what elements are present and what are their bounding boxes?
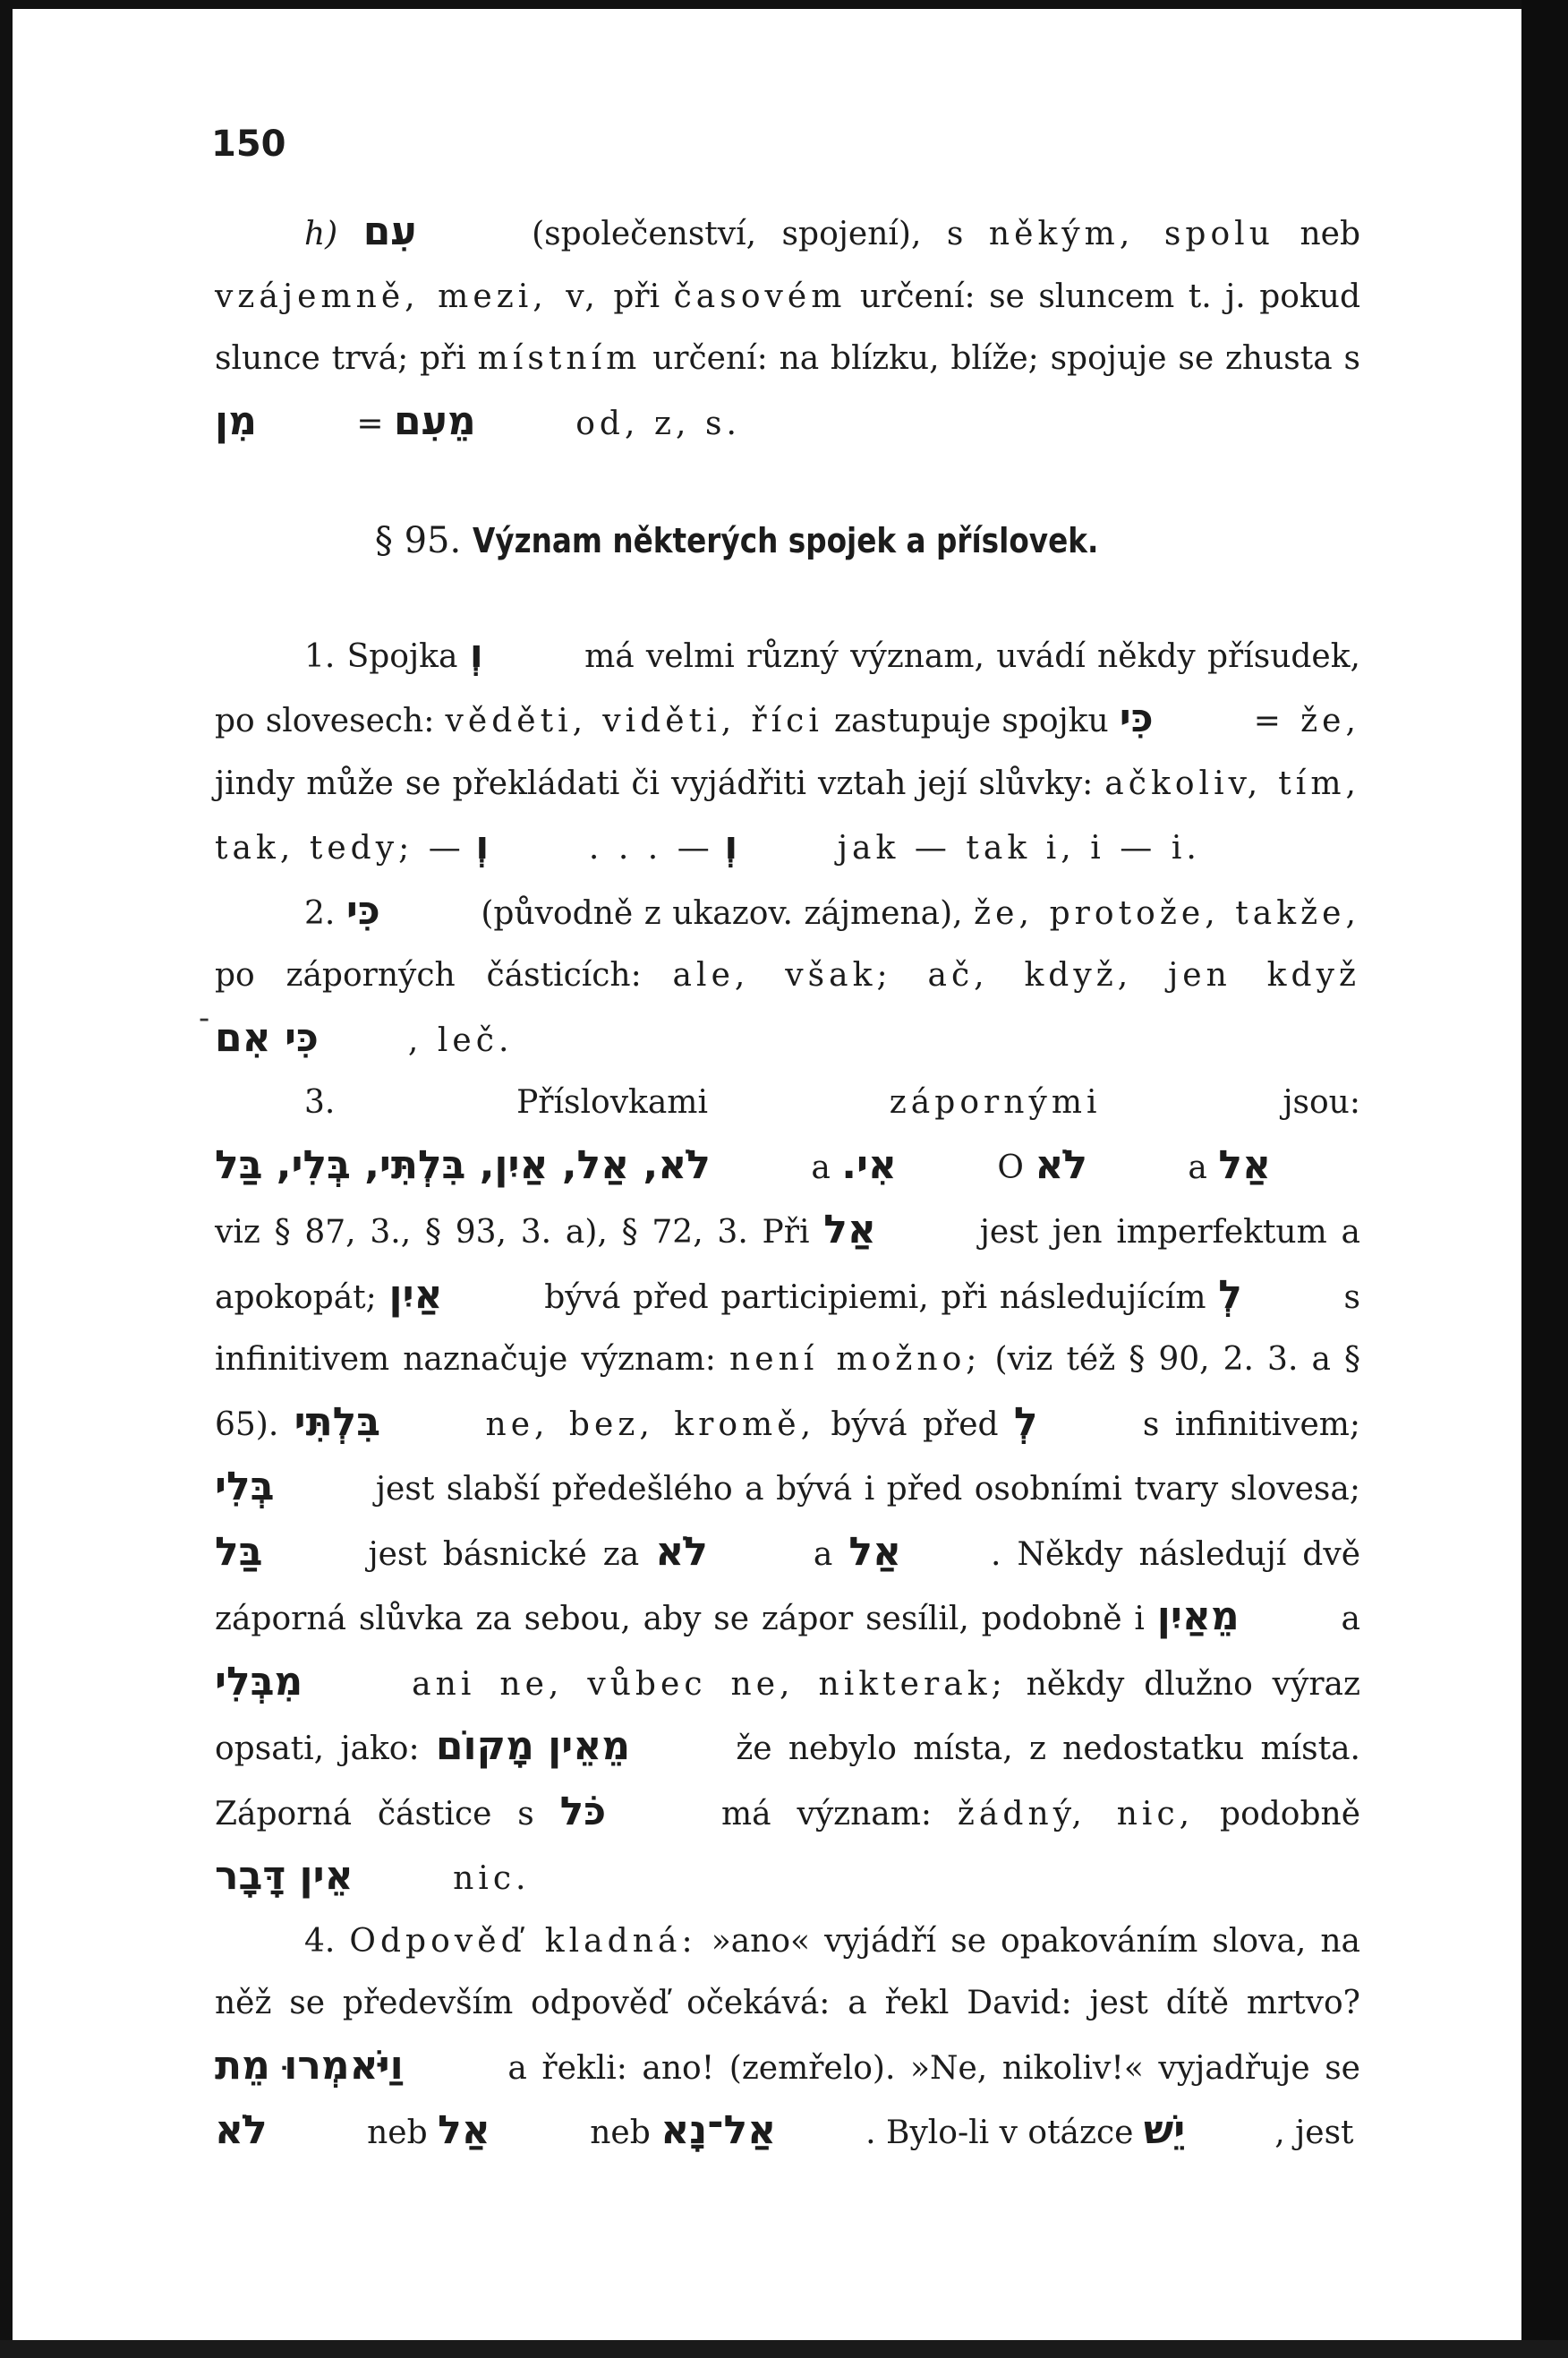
hebrew-word: יֵשׁ	[1143, 2107, 1186, 2153]
text: zastupuje spojku	[833, 703, 1109, 739]
text: . Bylo-li v otázce	[865, 2115, 1134, 2151]
spaced-text: vzájemně, mezi, v,	[215, 278, 600, 315]
hebrew-word: מִן	[215, 397, 257, 444]
hebrew-word: אַל	[848, 1528, 902, 1575]
hebrew-word: כִּי אִם	[215, 1014, 319, 1061]
text: (společenství, spojení), s	[532, 216, 964, 252]
hebrew-word: כִּי	[345, 887, 380, 934]
spaced-text: žádný, nic,	[957, 1795, 1195, 1833]
hebrew-word: אַל	[1218, 1141, 1271, 1188]
scan-border-bottom	[0, 2340, 1568, 2358]
hebrew-word: כִּי	[1119, 696, 1154, 741]
text: a	[811, 1149, 831, 1186]
hebrew-word: כֹּל	[559, 1788, 607, 1834]
text: O	[997, 1149, 1024, 1186]
paragraph-4	[215, 1910, 1360, 2165]
text: jest slabší předešlého a bývá i před osobními tvary slovesa;	[375, 1471, 1360, 1508]
text: 4.	[304, 1922, 336, 1960]
text: a	[813, 1535, 833, 1573]
hebrew-word: בְּלִי	[215, 1464, 275, 1509]
spaced-text: někým, spolu	[988, 216, 1274, 252]
spaced-text: že, protože, takže,	[974, 894, 1360, 932]
text: . Někdy následují dvě záporná slůvka za sebou, aby se zápor sesílil, podobně i	[215, 1535, 1360, 1637]
paragraph-1	[215, 623, 1360, 880]
text: a	[1341, 1601, 1360, 1637]
text: 3. Příslovkami	[304, 1084, 708, 1121]
spaced-text: není možno;	[729, 1341, 982, 1378]
spaced-text: ačkoliv, tím, tak, tedy; —	[215, 765, 1360, 867]
text: má velmi různý význam, uvádí někdy přísudek, po slovesech:	[215, 637, 1360, 739]
spaced-text: ani ne, vůbec ne, nikterak;	[412, 1665, 1007, 1703]
hebrew-word: אַל־נָא	[660, 2107, 777, 2153]
text: s infinitivem;	[1142, 1405, 1361, 1443]
hebrew-word: בִּלְתִּי	[294, 1398, 381, 1445]
hebrew-word: וְ	[469, 630, 483, 677]
hebrew-word: אִי.	[841, 1141, 897, 1188]
scan-border-right	[1521, 0, 1568, 2358]
text: určení: se sluncem t. j. pokud slunce trvá; při	[215, 278, 1360, 377]
hebrew-word: לֹא	[655, 1528, 708, 1575]
hebrew-word: וַיֹּאמְרוּ מֵת	[215, 2042, 404, 2089]
spaced-text: ne, bez, kromě,	[485, 1405, 816, 1443]
hebrew-word: עִם	[362, 209, 417, 254]
spaced-text: místním	[477, 340, 642, 377]
hebrew-word: לֹא	[215, 2107, 268, 2153]
text: (viz též § 90, 2. 3. a § 65).	[215, 1341, 1360, 1443]
hebrew-word: מֵאַיִן	[1156, 1593, 1240, 1639]
spaced-text: časovém	[673, 278, 847, 315]
text: 2.	[304, 894, 336, 932]
hebrew-word: מֵאֵין מָקוֹם	[435, 1723, 631, 1769]
spaced-text: nic.	[453, 1860, 531, 1897]
text: bývá před	[831, 1405, 999, 1443]
text: že nebylo místa, z nedostatku místa. Záporná částice s	[215, 1730, 1360, 1833]
section-heading	[215, 510, 1360, 573]
hebrew-word: וְ	[724, 823, 738, 868]
text: někdy dlužno výraz opsati, jako:	[215, 1665, 1360, 1767]
text: a	[1188, 1149, 1207, 1186]
paragraph-3	[215, 1072, 1360, 1910]
spaced-text: . . . —	[588, 830, 714, 867]
text: jsou:	[1283, 1084, 1360, 1121]
hebrew-word: מֵעִם	[394, 397, 476, 444]
scan-border-left	[0, 0, 13, 2358]
text: neb	[367, 2115, 428, 2151]
text: při	[613, 278, 660, 315]
text: podobně	[1220, 1795, 1361, 1833]
text: jest jen imperfektum a apokopát;	[215, 1214, 1360, 1316]
text: (původně z ukazov. zájmena),	[481, 894, 963, 932]
text: , jest	[1274, 2115, 1354, 2151]
hebrew-word: אֵין דָּבָר	[215, 1853, 354, 1899]
text: jest básnické za	[368, 1535, 640, 1573]
text: po záporných částicích:	[215, 957, 642, 994]
scan-border-top	[0, 0, 1568, 9]
text: jindy může se překládati či vyjádřiti vztah její slůvky:	[215, 765, 1094, 802]
paragraph-2	[215, 880, 1360, 1072]
hebrew-word: אַיִן	[388, 1271, 443, 1318]
page-body	[215, 201, 1360, 2165]
spaced-text: jak — tak i, i — i.	[837, 830, 1201, 867]
hebrew-word: לֹא, אַל, אַיִן, בִּלְתִּי, בְּלִי, בַּל	[215, 1141, 711, 1188]
spaced-text: , leč.	[407, 1021, 514, 1059]
spaced-text: Odpověď kladná:	[349, 1922, 697, 1960]
text: s infinitivem naznačuje význam:	[215, 1278, 1360, 1378]
hebrew-word: לְ	[1218, 1271, 1242, 1318]
spaced-text: od, z, s.	[575, 405, 741, 442]
hebrew-word: מִבְּלִי	[215, 1658, 303, 1704]
text: a řekli: ano! (zemřelo). »Ne, nikoliv!« vyjadřuje se	[507, 2049, 1360, 2087]
hebrew-word: לְ	[1013, 1398, 1038, 1445]
hebrew-word: בַּל	[215, 1528, 263, 1575]
section-number: § 95.	[374, 520, 462, 561]
paragraph-h	[215, 201, 1360, 455]
text: bývá před participiemi, při následujícím	[544, 1278, 1206, 1316]
margin-mark: -	[199, 1000, 210, 1037]
hebrew-word: אַל	[823, 1207, 876, 1252]
text: neb	[590, 2115, 651, 2151]
spaced-text: zápornými	[889, 1084, 1102, 1121]
text: viz § 87, 3., § 93, 3. a), § 72, 3. Při	[215, 1214, 810, 1251]
text: určení: na blízku, blíže; spojuje se zhusta s	[652, 340, 1360, 377]
hebrew-word: לֹא	[1035, 1141, 1087, 1188]
hebrew-word: אַל	[438, 2107, 490, 2153]
spaced-text: věděti, viděti, říci	[445, 703, 823, 739]
section-title: Význam některých spojek a příslovek.	[472, 521, 1099, 560]
text: neb	[1300, 216, 1361, 252]
hebrew-word: וְ	[475, 823, 490, 868]
page-number: 150	[211, 124, 286, 165]
text: »ano« vyjádří se opakováním slova, na něž se především odpověď očekává: a řekl David: jest dítě mrtvo?	[215, 1922, 1360, 2021]
spaced-text: = že,	[1253, 703, 1360, 739]
text: 1. Spojka	[304, 637, 458, 675]
equals-sign: =	[356, 405, 384, 442]
item-label: h)	[304, 216, 338, 252]
text: má význam:	[721, 1795, 933, 1833]
spaced-text: ale, však; ač, když, jen když	[672, 957, 1360, 994]
